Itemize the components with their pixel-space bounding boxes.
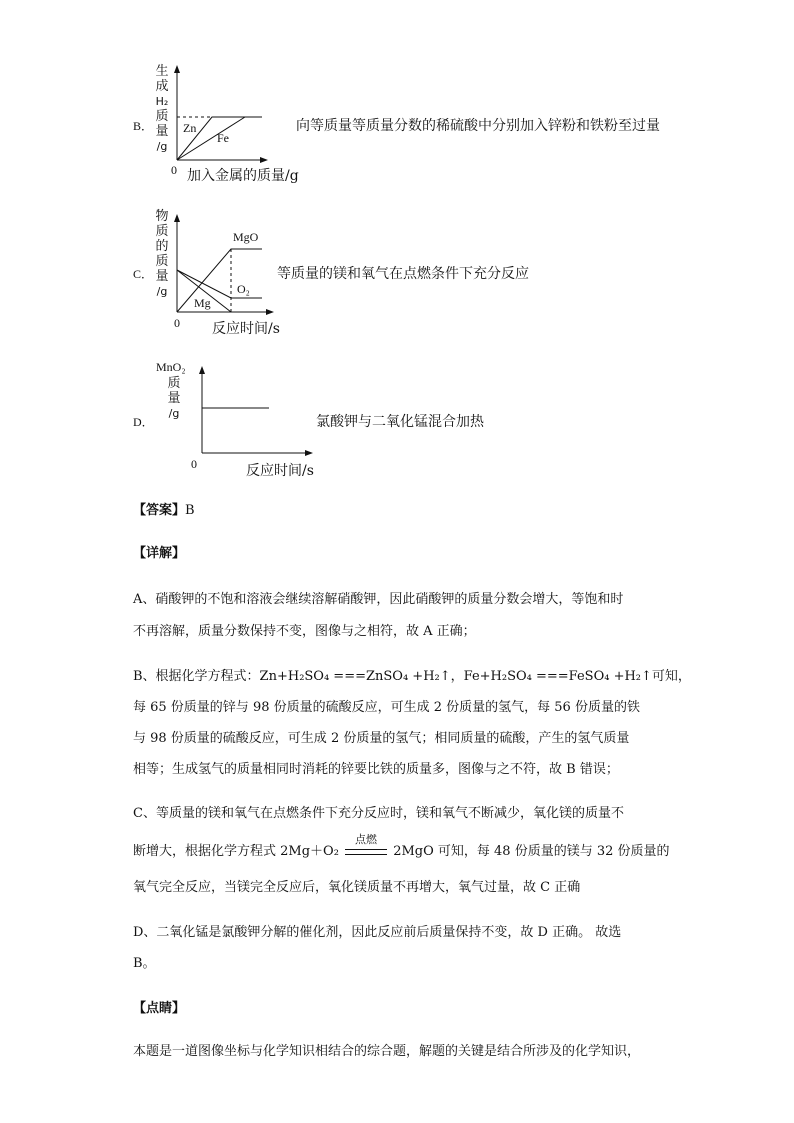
detail-b-line1: B、根据化学方程式：Zn+H₂SO₄ ===ZnSO₄ +H₂↑，Fe+H₂SO₄ ===FeSO₄ +H₂↑可知， — [133, 669, 691, 684]
answer-value: B — [185, 503, 195, 518]
option-d-caption: 氯酸钾与二氧化锰混合加热 — [316, 414, 484, 430]
ylabel-char: /g — [156, 140, 168, 153]
answer-label: 【答案】 — [133, 503, 186, 518]
ylabel-char: 量 — [155, 269, 169, 284]
ylabel-char: 物 — [155, 209, 169, 224]
ylabel-char: 量 — [167, 391, 181, 406]
chart-d-y-arrow — [199, 366, 205, 374]
detail-c-line2-before: 断增大，根据化学方程式 2Mg＋O₂ — [133, 844, 339, 859]
ylabel-char: 质 — [167, 376, 181, 391]
detail-d-line1: D、二氧化锰是氯酸钾分解的催化剂，因此反应前后质量保持不变，故 D 正确。 故选 — [133, 925, 622, 940]
ylabel-char: 质 — [155, 254, 169, 269]
detail-c-line1: C、等质量的镁和氧气在点燃条件下充分反应时，镁和氧气不断减少，氧化镁的质量不 — [133, 806, 624, 821]
ylabel-char: 质 — [155, 224, 169, 239]
detail-c-line3: 氧气完全反应，当镁完全反应后，氧化镁质量不再增大，氧气过量，故 C 正确 — [133, 880, 581, 895]
detail-d-line2: B。 — [133, 956, 156, 971]
detail-b-line3: 与 98 份质量的硫酸反应，可生成 2 份质量的氢气；相同质量的硫酸，产生的氢气质量 — [133, 731, 630, 746]
ylabel-char: 的 — [155, 239, 169, 254]
double-line — [345, 849, 387, 855]
option-b-caption: 向等质量等质量分数的稀硫酸中分别加入锌粉和铁粉至过量 — [296, 118, 660, 134]
ylabel-char: /g — [168, 407, 180, 420]
ylabel-char: /g — [156, 285, 168, 298]
detail-b-line4: 相等；生成氢气的质量相同时消耗的锌要比铁的质量多，图像与之不符，故 B 错误； — [133, 762, 619, 777]
detail-label: 【详解】 — [133, 546, 186, 561]
chart-d — [0, 0, 794, 480]
ylabel-char: 量 — [155, 124, 169, 139]
detail-b-line2: 每 65 份质量的锌与 98 份质量的硫酸反应，可生成 2 份质量的氢气，每 56 份质量的铁 — [133, 700, 640, 715]
ylabel-char: H₂ — [155, 95, 169, 108]
chart-d-xlabel: 反应时间/s — [246, 463, 314, 479]
chart-c-label-mgo: MgO — [233, 230, 259, 244]
ylabel-char: 成 — [155, 79, 169, 94]
chart-b-xlabel: 加入金属的质量/g — [187, 168, 299, 184]
detail-c-line2-after: 2MgO 可知，每 48 份质量的镁与 32 份质量的 — [393, 844, 670, 859]
chart-b-label-fe: Fe — [217, 131, 229, 145]
reaction-condition-text: 点燃 — [355, 833, 378, 846]
option-c-caption: 等质量的镁和氧气在点燃条件下充分反应 — [277, 266, 529, 282]
chart-b-label-zn: Zn — [183, 121, 197, 135]
chart-b-origin: 0 — [171, 163, 177, 177]
answer-line — [133, 503, 663, 519]
option-d-letter: D． — [133, 415, 154, 429]
chart-d-origin: 0 — [191, 457, 197, 471]
comment-line1: 本题是一道图像坐标与化学知识相结合的综合题，解题的关键是结合所涉及的化学知识， — [133, 1044, 641, 1059]
chart-c-label-mg: Mg — [194, 296, 211, 310]
chart-c-xlabel: 反应时间/s — [212, 321, 280, 337]
chart-d-ylabel-title: MnO₂ — [156, 360, 186, 374]
detail-a-line1: A、硝酸钾的不饱和溶液会继续溶解硝酸钾，因此硝酸钾的质量分数会增大，等饱和时 — [133, 592, 624, 607]
option-c-letter: C． — [133, 267, 154, 281]
option-b-letter: B． — [133, 119, 154, 133]
detail-c-line2 — [133, 833, 670, 860]
chart-d-x-arrow — [305, 450, 313, 456]
ylabel-char: 质 — [155, 109, 169, 124]
chart-c-origin: 0 — [174, 316, 180, 330]
chart-c-label-o2: O₂ — [237, 282, 250, 296]
detail-a-line2: 不再溶解，质量分数保持不变，图像与之相符，故 A 正确； — [133, 624, 476, 639]
comment-label: 【点睛】 — [133, 1001, 186, 1016]
reaction-condition — [343, 833, 389, 860]
ylabel-char: 生 — [155, 64, 169, 79]
